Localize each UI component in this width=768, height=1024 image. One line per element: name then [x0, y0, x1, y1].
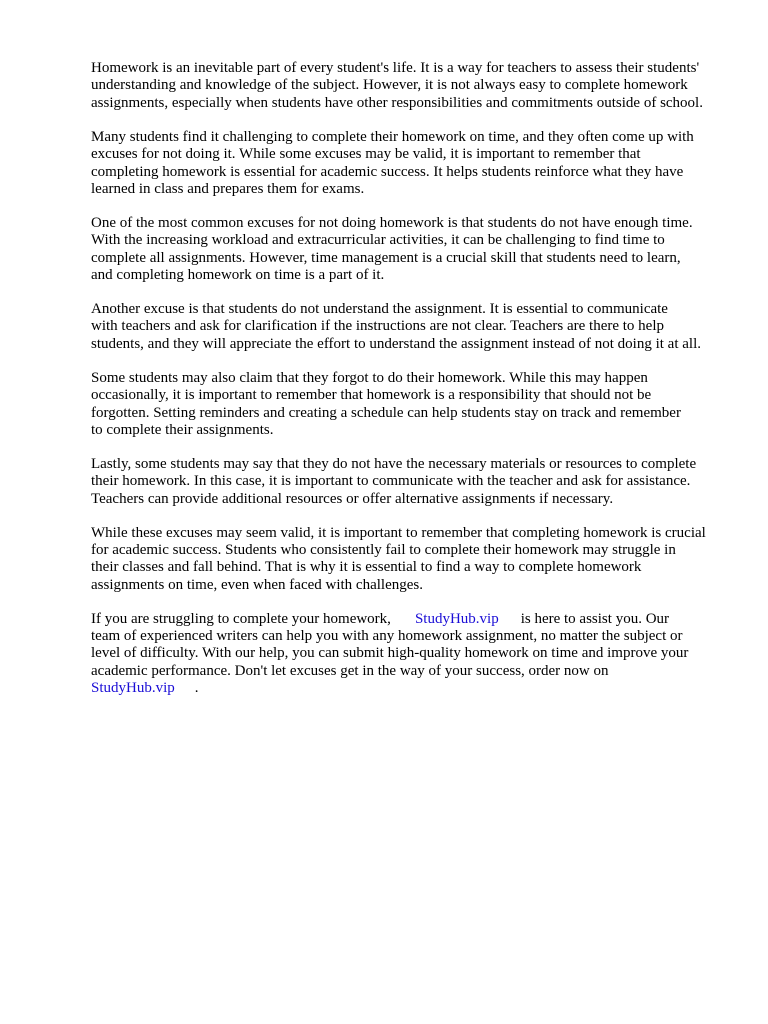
- paragraph-line: assignments, especially when students have other responsibilities and commitments outside of school.: [91, 94, 703, 111]
- paragraph-line: excuses for not doing it. While some excuses may be valid, it is important to remember that: [91, 146, 641, 163]
- paragraph-1: [91, 60, 731, 112]
- paragraph-line: to complete their assignments.: [91, 421, 274, 438]
- paragraph-line: learned in class and prepares them for exams.: [91, 180, 365, 197]
- paragraph-line: their homework. In this case, it is important to communicate with the teacher and ask for assistance.: [91, 473, 691, 490]
- paragraph-line: forgotten. Setting reminders and creating a schedule can help students stay on track and remember: [91, 404, 681, 421]
- paragraph-5: [91, 370, 731, 440]
- final-line1-before: If you are struggling to complete your homework,: [91, 610, 391, 627]
- paragraph-line: students, and they will appreciate the effort to understand the assignment instead of not doing it at all.: [91, 335, 701, 352]
- studyhub-link[interactable]: StudyHub.vip: [414, 610, 499, 627]
- paragraph-line: Teachers can provide additional resources or offer alternative assignments if necessary.: [91, 490, 614, 507]
- paragraph-4: [91, 301, 731, 353]
- paragraph-7: [91, 525, 731, 595]
- document-body: [91, 60, 731, 714]
- paragraph-line: occasionally, it is important to remember that homework is a responsibility that should not be: [91, 387, 652, 404]
- paragraph-6: [91, 456, 731, 508]
- paragraph-line: team of experienced writers can help you with any homework assignment, no matter the subject or: [91, 628, 683, 645]
- paragraph-line: complete all assignments. However, time management is a crucial skill that students need to learn,: [91, 249, 681, 266]
- studyhub-link-order[interactable]: StudyHub.vip: [91, 680, 175, 697]
- final-period: .: [194, 680, 199, 697]
- paragraph-line: [91, 680, 731, 697]
- paragraph-line: Homework is an inevitable part of every student's life. It is a way for teachers to assess their students': [91, 60, 700, 76]
- paragraph-2: [91, 129, 731, 199]
- paragraph-line: With the increasing workload and extracurricular activities, it can be challenging to find time to: [91, 232, 665, 249]
- paragraph-line: and completing homework on time is a part of it.: [91, 267, 385, 284]
- paragraph-line: Many students find it challenging to complete their homework on time, and they often come up with: [91, 128, 694, 145]
- paragraph-line: Another excuse is that students do not understand the assignment. It is essential to communicate: [91, 300, 668, 317]
- paragraph-line: level of difficulty. With our help, you can submit high-quality homework on time and improve your: [91, 645, 689, 662]
- paragraph-line: Lastly, some students may say that they do not have the necessary materials or resources to complete: [91, 455, 697, 472]
- paragraph-line: their classes and fall behind. That is why it is essential to find a way to complete homework: [91, 559, 642, 576]
- paragraph-line: understanding and knowledge of the subject. However, it is not always easy to complete homework: [91, 77, 688, 94]
- paragraph-final: [91, 611, 731, 698]
- paragraph-3: [91, 215, 731, 285]
- final-line1-after: is here to assist you. Our: [520, 610, 670, 627]
- paragraph-line: assignments on time, even when faced with challenges.: [91, 576, 423, 593]
- paragraph-line: for academic success. Students who consistently fail to complete their homework may struggle in: [91, 541, 676, 558]
- paragraph-line: While these excuses may seem valid, it is important to remember that completing homework is crucial: [91, 524, 706, 541]
- paragraph-line: academic performance. Don't let excuses get in the way of your success, order now on: [91, 662, 609, 679]
- paragraph-line: One of the most common excuses for not doing homework is that students do not have enough time.: [91, 214, 693, 231]
- paragraph-line: Some students may also claim that they forgot to do their homework. While this may happen: [91, 369, 648, 386]
- paragraph-line: [91, 611, 731, 628]
- paragraph-line: with teachers and ask for clarification if the instructions are not clear. Teachers are there to help: [91, 318, 665, 335]
- paragraph-line: completing homework is essential for academic success. It helps students reinforce what they have: [91, 163, 684, 180]
